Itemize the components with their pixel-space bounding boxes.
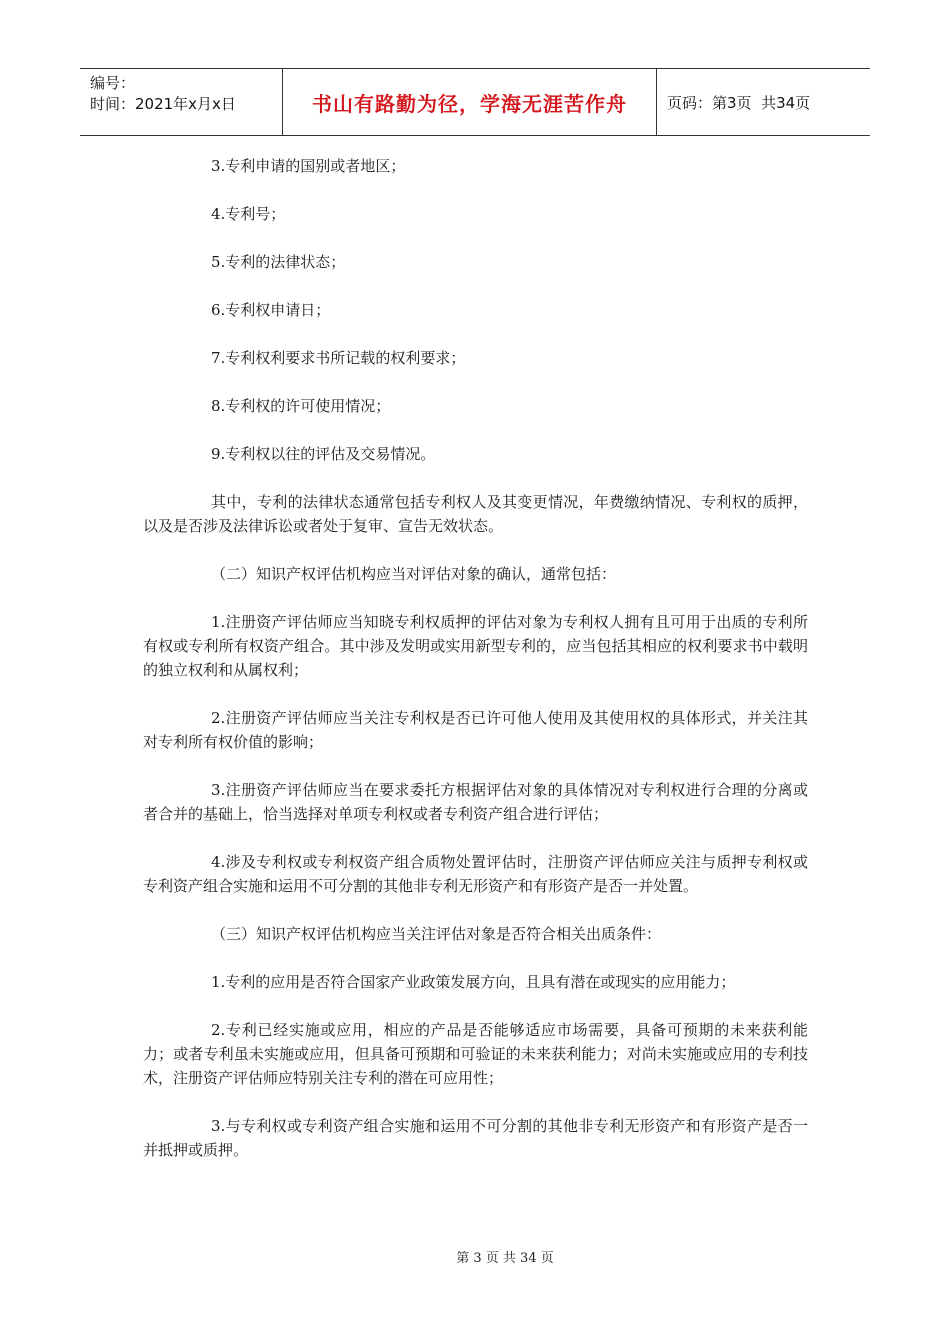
paragraph: 其中，专利的法律状态通常包括专利权人及其变更情况，年费缴纳情况、专利权的质押，以及是否涉及法律诉讼或者处于复审、宣告无效状态。 — [143, 493, 808, 535]
header-page-number: 页码：第3页 共34页 — [667, 93, 811, 112]
paragraph: 5.专利的法律状态； — [211, 253, 346, 271]
paragraph: 3.与专利权或专利资产组合实施和运用不可分割的其他非专利无形资产和有形资产是否一并抵押或质押。 — [143, 1117, 808, 1159]
page-header — [80, 68, 870, 136]
paragraph: 8.专利权的许可使用情况； — [211, 397, 391, 415]
paragraph: 6.专利权申请日； — [211, 301, 331, 319]
page-footer — [0, 1247, 950, 1266]
document-number-label: 编号： — [90, 74, 136, 92]
paragraph: 3.注册资产评估师应当在要求委托方根据评估对象的具体情况对专利权进行合理的分离或者合并的基础上，恰当选择对单项专利权或者专利资产组合进行评估； — [143, 781, 808, 823]
paragraph: 2.专利已经实施或应用，相应的产品是否能够适应市场需要，具备可预期的未来获利能力；或者专利虽未实施或应用，但具备可预期和可验证的未来获利能力；对尚未实施或应用的专利技术，注册资产评估师应特别关注专利的潜在可应用性； — [143, 1021, 808, 1087]
paragraph: 1.注册资产评估师应当知晓专利权质押的评估对象为专利权人拥有且可用于出质的专利所有权或专利所有权资产组合。其中涉及发明或实用新型专利的，应当包括其相应的权利要求书中载明的独立权利和从属权利； — [143, 613, 808, 679]
paragraph: 3.专利申请的国别或者地区； — [211, 157, 406, 175]
header-meta — [80, 69, 283, 135]
paragraph: 9.专利权以往的评估及交易情况。 — [211, 445, 436, 463]
paragraph: 2.注册资产评估师应当关注专利权是否已许可他人使用及其使用权的具体形式，并关注其对专利所有权价值的影响； — [143, 709, 808, 751]
document-body — [143, 154, 808, 1162]
paragraph: 1.专利的应用是否符合国家产业政策发展方向，且具有潜在或现实的应用能力； — [211, 973, 736, 991]
paragraph: 4.专利号； — [211, 205, 286, 223]
document-date-label: 时间：2021年x月x日 — [90, 95, 236, 113]
paragraph: 7.专利权利要求书所记载的权利要求； — [211, 349, 466, 367]
header-page-info — [657, 69, 870, 135]
header-motto: 书山有路勤为径，学海无涯苦作舟 — [283, 69, 657, 135]
paragraph: 4.涉及专利权或专利权资产组合质物处置评估时，注册资产评估师应关注与质押专利权或专利资产组合实施和运用不可分割的其他非专利无形资产和有形资产是否一并处置。 — [143, 853, 808, 895]
section-heading: （三）知识产权评估机构应当关注评估对象是否符合相关出质条件： — [211, 925, 662, 943]
section-heading: （二）知识产权评估机构应当对评估对象的确认，通常包括： — [211, 565, 617, 583]
footer-page-number: 第 3 页 共 34 页 — [456, 1251, 554, 1266]
